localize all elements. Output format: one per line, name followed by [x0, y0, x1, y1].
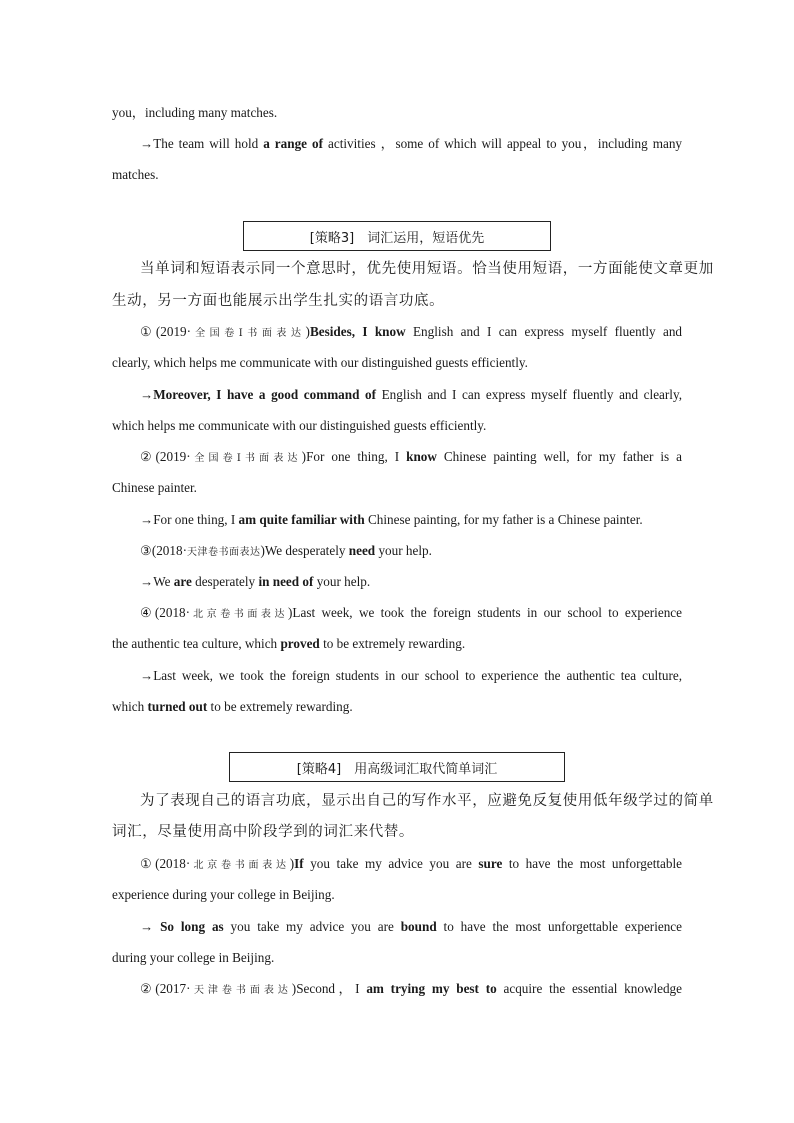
- s3-example-4-cont: the authentic tea culture, which proved to be extremely rewarding.: [112, 636, 466, 651]
- arrow-icon: →: [140, 512, 154, 527]
- s3-example-1-cont: clearly, which helps me communicate with our distinguished guests efficiently.: [112, 355, 528, 370]
- source-label: 全国卷Ⅰ书面表达: [191, 328, 306, 339]
- strategy-3-intro-cont: 生动，另一方面也能展示出学生扎实的语言功底。: [112, 293, 445, 309]
- s3-example-2: ②(2019·全国卷Ⅰ书面表达)For one thing, I know Chinese painting well, for my father is a: [140, 449, 682, 464]
- arrow-icon: →: [140, 668, 154, 683]
- s4-example-1: ①(2018·北京卷书面表达)If you take my advice you are sure to have the most unforgettable: [140, 856, 682, 871]
- s3-example-3: ③(2018·天津卷书面表达)We desperately need your help.: [140, 543, 432, 558]
- s4-rewrite-1: → So long as you take my advice you are bound to have the most unforgettable experience: [140, 919, 683, 934]
- strategy-4-intro: 为了表现自己的语言功底，显示出自己的写作水平，应避免反复使用低年级学过的简单: [140, 793, 714, 809]
- source-label: 天津卷书面表达: [190, 985, 292, 996]
- strategy-4-intro-cont: 词汇，尽量使用高中阶段学到的词汇来代替。: [112, 824, 414, 840]
- s3-rewrite-4: →Last week, we took the foreign students in our school to experience the authentic tea culture,: [140, 668, 682, 683]
- arrow-icon: →: [140, 919, 154, 934]
- source-label: 北京卷书面表达: [190, 609, 289, 620]
- s4-example-1-cont: experience during your college in Beijing.: [112, 887, 335, 902]
- s3-example-2-cont: Chinese painter.: [112, 480, 197, 495]
- rewrite-line-cont: matches.: [112, 167, 159, 182]
- strategy-3-title: [策略3] 词汇运用，短语优先: [309, 230, 485, 246]
- arrow-icon: →: [140, 387, 154, 402]
- source-label: 天津卷书面表达: [186, 547, 261, 558]
- source-label: 全国卷Ⅰ书面表达: [190, 453, 302, 464]
- strategy-3-title-box: [243, 221, 551, 251]
- s4-example-2: ②(2017·天津卷书面表达)Second，I am trying my best to acquire the essential knowledge: [140, 981, 683, 996]
- s3-rewrite-4-cont: which turned out to be extremely rewarding.: [112, 699, 353, 714]
- rewrite-line: →The team will hold a range of activities ，some of which will appeal to you，including many: [140, 136, 683, 151]
- arrow-icon: →: [140, 136, 154, 151]
- arrow-icon: →: [140, 574, 154, 589]
- s3-example-4: ④(2018·北京卷书面表达)Last week, we took the foreign students in our school to experience: [140, 605, 683, 620]
- paragraph-continuation: you，including many matches.: [112, 105, 278, 120]
- strategy-3-intro: 当单词和短语表示同一个意思时，优先使用短语。恰当使用短语，一方面能使文章更加: [140, 261, 714, 277]
- s3-example-1: ①(2019·全国卷Ⅰ书面表达)Besides, I know English and I can express myself fluently and: [140, 324, 683, 339]
- s3-rewrite-2: →For one thing, I am quite familiar with Chinese painting, for my father is a Chinese painter.: [140, 512, 643, 527]
- s3-rewrite-1-cont: which helps me communicate with our distinguished guests efficiently.: [112, 418, 487, 433]
- strategy-4-title: [策略4] 用高级词汇取代简单词汇: [296, 761, 498, 777]
- s3-rewrite-3: →We are desperately in need of your help.: [140, 574, 371, 589]
- s4-rewrite-1-cont: during your college in Beijing.: [112, 950, 275, 965]
- s3-rewrite-1: →Moreover, I have a good command of English and I can express myself fluently and clearly,: [140, 387, 682, 402]
- source-label: 北京卷书面表达: [190, 860, 290, 871]
- strategy-4-title-box: [229, 752, 565, 782]
